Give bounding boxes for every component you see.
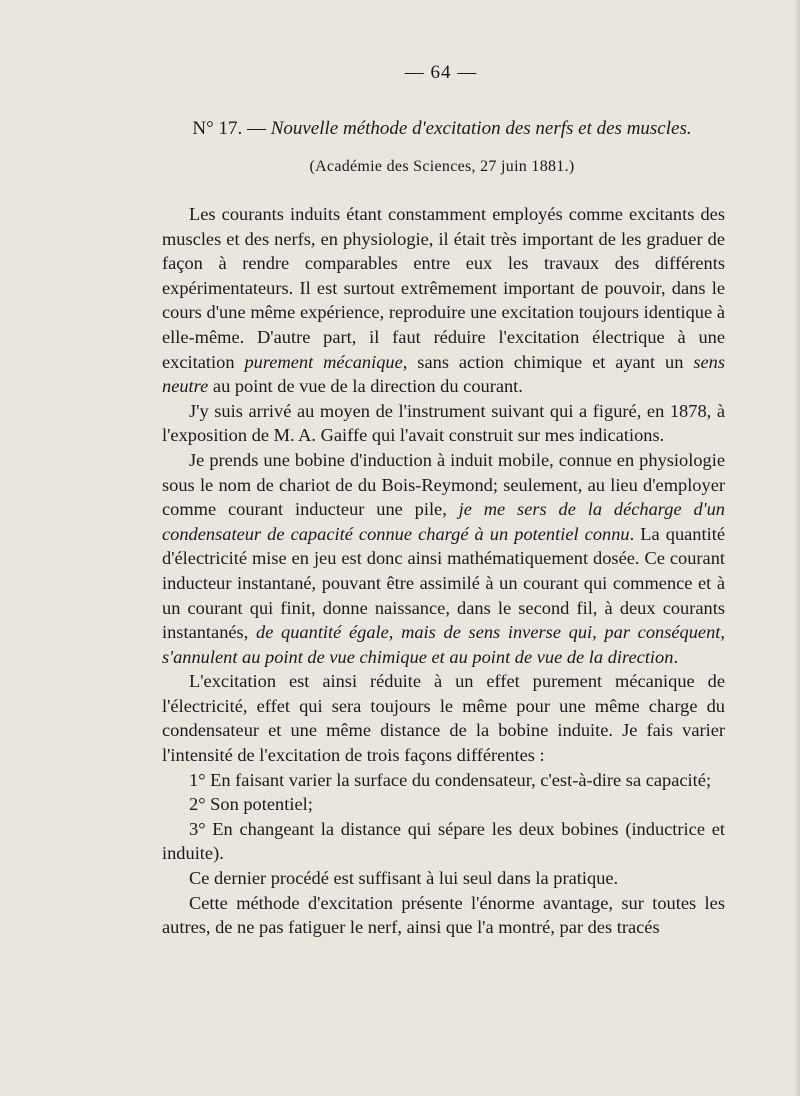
paragraph xyxy=(162,202,725,399)
text-run: Les courants induits étant constamment employés comme excitants des muscles et des nerfs, en physiologie, il était très important de les graduer de façon à rendre comparables entre eux les travaux des différents expérimentateurs. Il est surtout extrêmement important de pouvoir, dans le cours d'une même expérience, reproduire une excitation toujours identique à elle-même. D'autre part, il faut réduire l'excitation électrique à une excitation xyxy=(162,204,725,372)
paragraph xyxy=(162,669,725,767)
text-run: 2° Son potentiel; xyxy=(189,794,313,815)
text-run: Cette méthode d'excitation présente l'énorme avantage, sur toutes les autres, de ne pas fatiguer le nerf, ainsi que l'a montré, par des tracés xyxy=(162,892,725,938)
paragraph xyxy=(162,448,725,669)
italic-text: purement mécanique xyxy=(244,351,403,372)
text-run: J'y suis arrivé au moyen de l'instrument suivant qui a figuré, en 1878, à l'exposition de M. A. Gaiffe qui l'avait construit sur mes indications. xyxy=(162,400,725,446)
text-run: Je prends une bobine d'induction à induit mobile, connue en physiologie sous le nom de chariot de du Bois-Reymond; seulement, au lieu d'employer comme courant inducteur une pile, xyxy=(162,449,725,520)
article-title xyxy=(162,118,722,140)
italic-text: je me sers de la décharge d'un condensateur de capacité connue chargé à un potentiel connu xyxy=(162,499,725,544)
article-source: (Académie des Sciences, 27 juin 1881.) xyxy=(309,158,575,175)
text-run: L'excitation est ainsi réduite à un effet purement mécanique de l'électricité, effet qui sera toujours le même pour une même charge du condensateur et une même distance de la bobine induite. Je fais varier l'intensité de l'excitation de trois façons différentes : xyxy=(162,671,725,766)
paragraph xyxy=(162,891,725,940)
text-run: 3° En changeant la distance qui sépare les deux bobines (inductrice et induite). xyxy=(162,818,725,864)
text-run: . xyxy=(673,646,679,667)
text-run: 1° En faisant varier la surface du condensateur, c'est-à-dire sa capacité; xyxy=(189,769,712,790)
italic-text: de quantité égale, mais de sens inverse qui, par conséquent, s'annulent au point de vue chimique et au point de vue de la direction xyxy=(162,622,725,667)
paragraph xyxy=(162,866,725,891)
text-run: au point de vue de la direction du courant. xyxy=(208,376,523,397)
article-title-text: Nouvelle méthode d'excitation des nerfs et des muscles. xyxy=(270,118,692,139)
paragraph xyxy=(162,817,725,866)
paragraph xyxy=(162,768,725,793)
italic-text: sens neutre xyxy=(162,351,725,397)
body-text xyxy=(162,202,725,940)
article-number: N° 17. — xyxy=(192,118,271,139)
paragraph xyxy=(162,399,725,448)
text-run: , sans action chimique et ayant un xyxy=(402,351,694,372)
text-run: Ce dernier procédé est suffisant à lui seul dans la pratique. xyxy=(189,868,619,889)
text-run: . La quantité d'électricité mise en jeu est donc ainsi mathématiquement dosée. Ce courant inducteur instantané, pouvant être assimilé à un courant qui commence et à un courant qui finit, donne naissance, dans le second fil, à deux courants instantanés, xyxy=(162,523,725,643)
page-edge xyxy=(794,0,800,1096)
paragraph xyxy=(162,792,725,817)
page-number: — 64 — xyxy=(404,62,478,83)
